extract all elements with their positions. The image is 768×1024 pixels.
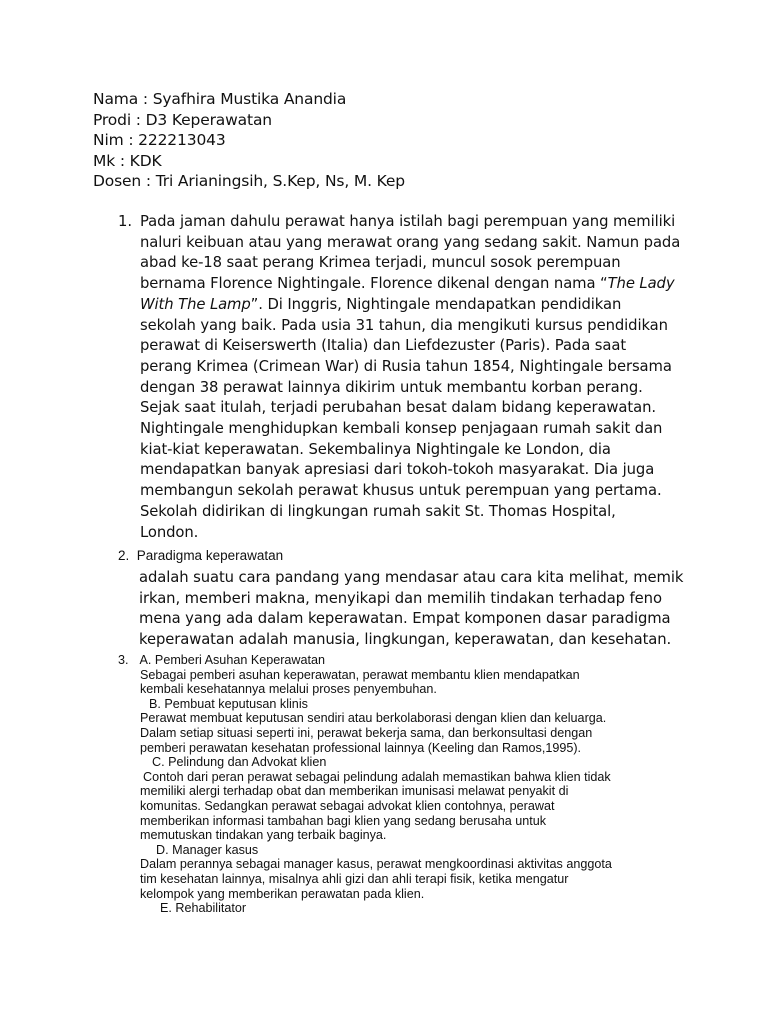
- paragraph-line: memiliki alergi terhadap obat dan memberikan imunisasi melawat penyakit di: [140, 784, 569, 799]
- answer-2-heading: [118, 547, 283, 565]
- paragraph-line: Sejak saat itulah, terjadi perubahan besat dalam bidang keperawatan.: [140, 399, 656, 417]
- paragraph-line: mena yang ada dalam keperawatan. Empat komponen dasar paradigma: [139, 610, 671, 628]
- paragraph-line: memberikan informasi tambahan bagi klien yang sedang berusaha untuk: [140, 813, 547, 828]
- paragraph-line: London.: [140, 523, 199, 541]
- paragraph-line: naluri keibuan atau yang merawat orang yang sedang sakit. Namun pada: [140, 233, 681, 251]
- paragraph-line: irkan, memberi makna, menyikapi dan memilih tindakan terhadap feno: [139, 589, 662, 607]
- subheading-d: D. Manager kasus: [156, 842, 259, 857]
- study-program: Prodi : D3 Keperawatan: [93, 110, 272, 129]
- paragraph-line: membangun sekolah perawat khusus untuk perempuan yang pertama.: [140, 482, 662, 500]
- paragraph-line: perawat di Keiserswerth (Italia) dan Liefdezuster (Paris). Pada saat: [140, 337, 627, 355]
- paragraph-line: dengan 38 perawat lainnya dikirim untuk membantu korban perang.: [140, 378, 643, 396]
- italic-title: With The Lamp: [140, 295, 251, 313]
- paragraph-line: Dalam perannya sebagai manager kasus, perawat mengkoordinasi aktivitas anggota: [140, 857, 612, 872]
- answer-2-title: Paradigma keperawatan: [136, 548, 284, 563]
- subheading-b: B. Pembuat keputusan klinis: [149, 696, 308, 711]
- answer-1-number: 1.: [118, 213, 132, 230]
- answer-3-number: 3.: [118, 653, 129, 667]
- paragraph-line: Perawat membuat keputusan sendiri atau berkolaborasi dengan klien dan keluarga.: [140, 711, 607, 726]
- course: Mk : KDK: [93, 151, 162, 170]
- student-info-header: [93, 89, 405, 192]
- answer-1-text: [140, 212, 680, 543]
- paragraph-line: pemberi perawatan kesehatan professional lainnya (Keeling dan Ramos,1995).: [140, 740, 582, 755]
- paragraph-line: mendapatkan banyak apresiasi dari tokoh-tokoh masyarakat. Dia juga: [140, 461, 655, 479]
- paragraph-line: kelompok yang memberikan perawatan pada klien.: [140, 886, 425, 901]
- lecturer: Dosen : Tri Arianingsih, S.Kep, Ns, M. Kep: [93, 172, 405, 191]
- paragraph-line: memutuskan tindakan yang terbaik baginya.: [140, 828, 387, 843]
- paragraph-line: adalah suatu cara pandang yang mendasar atau cara kita melihat, memik: [139, 569, 684, 586]
- student-name: Nama : Syafhira Mustika Anandia: [93, 90, 347, 108]
- line-segment: ”. Di Inggris, Nightingale mendapatkan pendidikan: [250, 295, 622, 313]
- paragraph-line: abad ke-18 saat perang Krimea terjadi, muncul sosok perempuan: [140, 254, 621, 272]
- paragraph-line: Sebagai pemberi asuhan keperawatan, perawat membantu klien mendapatkan: [140, 667, 580, 682]
- paragraph-line: [140, 295, 680, 316]
- paragraph-line: Dalam setiap situasi seperti ini, perawat bekerja sama, dan berkonsultasi dengan: [140, 725, 593, 740]
- subheading-text: A. Pemberi Asuhan Keperawatan: [139, 653, 326, 667]
- answer-2-text: [139, 568, 683, 651]
- paragraph-line: kiat-kiat keperawatan. Sekembalinya Nightingale ke London, dia: [140, 440, 611, 458]
- paragraph-line: keperawatan adalah manusia, lingkungan, keperawatan, dan kesehatan.: [139, 631, 672, 649]
- answer-2-number: 2.: [118, 548, 130, 563]
- paragraph-line: Sekolah didirikan di lingkungan rumah sakit St. Thomas Hospital,: [140, 502, 616, 520]
- paragraph-line: Contoh dari peran perawat sebagai pelindung adalah memastikan bahwa klien tidak: [143, 769, 611, 784]
- paragraph-line: Nightingale menghidupkan kembali konsep penjagaan rumah sakit dan: [140, 420, 663, 438]
- subheading-c: C. Pelindung dan Advokat klien: [152, 755, 327, 770]
- paragraph-line: perang Krimea (Crimean War) di Rusia tahun 1854, Nightingale bersama: [140, 357, 672, 375]
- italic-title: The Lady: [607, 275, 675, 293]
- paragraph-line: tim kesehatan lainnya, misalnya ahli gizi dan ahli terapi fisik, ketika mengatur: [140, 871, 569, 886]
- subheading-a: [118, 653, 590, 668]
- paragraph-line: kembali kesehatannya melalui proses penyembuhan.: [140, 682, 437, 697]
- line-segment: bernama Florence Nightingale. Florence dikenal dengan nama “: [140, 275, 608, 293]
- paragraph-line: sekolah yang baik. Pada usia 31 tahun, dia mengikuti kursus pendidikan: [140, 316, 668, 334]
- subheading-e: E. Rehabilitator: [160, 901, 247, 916]
- paragraph-line: Pada jaman dahulu perawat hanya istilah bagi perempuan yang memiliki: [140, 213, 676, 230]
- paragraph-line: komunitas. Sedangkan perawat sebagai advokat klien contohnya, perawat: [140, 798, 555, 813]
- paragraph-line: [140, 274, 680, 295]
- answer-3: [118, 653, 612, 916]
- student-id: Nim : 222213043: [93, 131, 226, 150]
